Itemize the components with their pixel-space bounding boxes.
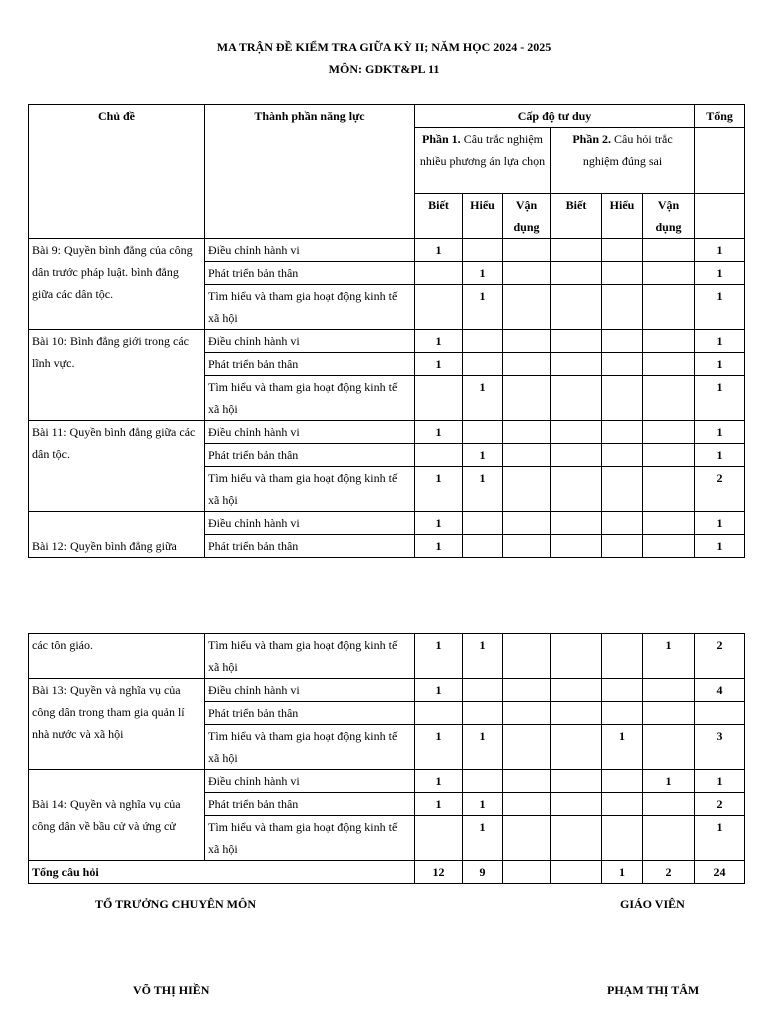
value-cell: [551, 421, 602, 444]
total-row-value: 24: [695, 861, 745, 884]
topic-bai-12-cont: các tôn giáo.: [29, 634, 205, 679]
value-cell: [643, 793, 695, 816]
header-total-blank: [695, 128, 745, 194]
value-cell: 1: [602, 725, 643, 770]
value-cell: [503, 770, 551, 793]
total-cell: 1: [695, 376, 745, 421]
value-cell: [551, 512, 602, 535]
value-cell: 1: [463, 793, 503, 816]
total-cell: 2: [695, 793, 745, 816]
value-cell: [503, 421, 551, 444]
header-competency: Thành phần năng lực: [205, 105, 415, 239]
value-cell: [503, 634, 551, 679]
competency-cell: Tìm hiểu và tham gia hoạt động kinh tế xã hội: [205, 285, 415, 330]
value-cell: [463, 770, 503, 793]
value-cell: 1: [463, 725, 503, 770]
competency-cell: Điều chỉnh hành vi: [205, 330, 415, 353]
value-cell: 1: [463, 816, 503, 861]
value-cell: [551, 467, 602, 512]
value-cell: 1: [463, 444, 503, 467]
topic-bai-13: Bài 13: Quyền và nghĩa vụ của công dân trong tham gia quản lí nhà nước và xã hội: [29, 679, 205, 770]
value-cell: [415, 376, 463, 421]
competency-cell: Tìm hiểu và tham gia hoạt động kinh tế xã hội: [205, 376, 415, 421]
value-cell: [463, 702, 503, 725]
value-cell: [602, 512, 643, 535]
value-cell: [643, 262, 695, 285]
competency-cell: Điều chỉnh hành vi: [205, 770, 415, 793]
competency-cell: Tìm hiểu và tham gia hoạt động kinh tế xã hội: [205, 634, 415, 679]
level-header: Hiểu: [602, 194, 643, 239]
value-cell: [415, 444, 463, 467]
value-cell: [551, 285, 602, 330]
value-cell: [463, 421, 503, 444]
topic-bai-11: Bài 11: Quyền bình đẳng giữa các dân tộc.: [29, 421, 205, 512]
signature-name-right: PHẠM THỊ TÂM: [607, 983, 700, 997]
value-cell: [602, 679, 643, 702]
total-cell: 1: [695, 535, 745, 558]
value-cell: [415, 262, 463, 285]
value-cell: [602, 376, 643, 421]
level-header: Biết: [551, 194, 602, 239]
value-cell: 1: [415, 793, 463, 816]
value-cell: [415, 816, 463, 861]
competency-cell: Phát triển bản thân: [205, 535, 415, 558]
value-cell: 1: [415, 353, 463, 376]
total-cell: 1: [695, 285, 745, 330]
total-cell: 1: [695, 444, 745, 467]
value-cell: 1: [463, 376, 503, 421]
competency-cell: Phát triển bản thân: [205, 444, 415, 467]
total-cell: 1: [695, 512, 745, 535]
part1-desc: Câu trắc nghiệm nhiều phương án lựa chọn: [419, 132, 546, 168]
value-cell: [463, 535, 503, 558]
value-cell: 1: [463, 467, 503, 512]
signature-name-left: VÕ THỊ HIỀN: [133, 983, 210, 997]
topic-bai-9: Bài 9: Quyền bình đẳng của công dân trước pháp luật. bình đẳng giữa các dân tộc.: [29, 239, 205, 330]
value-cell: [463, 512, 503, 535]
total-cell: 1: [695, 770, 745, 793]
value-cell: [551, 330, 602, 353]
value-cell: [602, 285, 643, 330]
value-cell: [503, 512, 551, 535]
value-cell: [643, 353, 695, 376]
competency-cell: Điều chỉnh hành vi: [205, 421, 415, 444]
value-cell: [503, 467, 551, 512]
value-cell: [503, 353, 551, 376]
value-cell: [643, 467, 695, 512]
value-cell: [551, 770, 602, 793]
total-cell: 1: [695, 262, 745, 285]
competency-cell: Phát triển bản thân: [205, 793, 415, 816]
value-cell: [643, 725, 695, 770]
value-cell: [503, 535, 551, 558]
value-cell: [551, 444, 602, 467]
value-cell: [503, 285, 551, 330]
value-cell: [503, 702, 551, 725]
value-cell: 1: [643, 770, 695, 793]
value-cell: [463, 679, 503, 702]
topic-bai-12: Bài 12: Quyền bình đẳng giữa: [29, 512, 205, 558]
part1-label: Phần 1.: [422, 132, 461, 146]
value-cell: [602, 421, 643, 444]
total-cell: 4: [695, 679, 745, 702]
value-cell: [551, 239, 602, 262]
value-cell: [602, 770, 643, 793]
total-cell: 2: [695, 634, 745, 679]
level-header-total-blank: [695, 194, 745, 239]
document-subject: MÔN: GDKT&PL 11: [328, 62, 440, 76]
value-cell: [602, 262, 643, 285]
total-row-value: 2: [643, 861, 695, 884]
total-row-label: Tổng câu hỏi: [29, 861, 415, 884]
competency-cell: Phát triển bản thân: [205, 262, 415, 285]
total-row-value: [503, 861, 551, 884]
signature-role-right: GIÁO VIÊN: [620, 897, 685, 911]
part2-label: Phần 2.: [572, 132, 612, 146]
value-cell: 1: [415, 679, 463, 702]
value-cell: [643, 679, 695, 702]
level-header: Vận dụng: [643, 194, 695, 239]
value-cell: [463, 330, 503, 353]
value-cell: [551, 353, 602, 376]
value-cell: [551, 702, 602, 725]
value-cell: 1: [415, 330, 463, 353]
value-cell: 1: [415, 512, 463, 535]
value-cell: [503, 679, 551, 702]
value-cell: [643, 330, 695, 353]
total-row-value: 1: [602, 861, 643, 884]
value-cell: 1: [415, 467, 463, 512]
header-thinking-level: Cấp độ tư duy: [415, 105, 695, 128]
value-cell: [602, 353, 643, 376]
value-cell: [602, 330, 643, 353]
value-cell: 1: [415, 634, 463, 679]
value-cell: [503, 376, 551, 421]
total-cell: 2: [695, 467, 745, 512]
signature-role-left: TỔ TRƯỞNG CHUYÊN MÔN: [95, 897, 257, 911]
value-cell: [602, 816, 643, 861]
competency-cell: Tìm hiểu và tham gia hoạt động kinh tế xã hội: [205, 816, 415, 861]
value-cell: [602, 239, 643, 262]
total-cell: 1: [695, 421, 745, 444]
value-cell: [551, 725, 602, 770]
value-cell: [643, 535, 695, 558]
total-row-value: 12: [415, 861, 463, 884]
value-cell: [503, 816, 551, 861]
level-header: Vận dụng: [503, 194, 551, 239]
value-cell: [643, 816, 695, 861]
competency-cell: Điều chỉnh hành vi: [205, 239, 415, 262]
value-cell: [551, 535, 602, 558]
total-cell: 1: [695, 239, 745, 262]
value-cell: [503, 793, 551, 816]
value-cell: 1: [463, 285, 503, 330]
value-cell: [415, 285, 463, 330]
competency-cell: Tìm hiểu và tham gia hoạt động kinh tế xã hội: [205, 467, 415, 512]
value-cell: 1: [463, 262, 503, 285]
header-part1: [415, 128, 551, 194]
value-cell: [602, 535, 643, 558]
value-cell: [503, 725, 551, 770]
value-cell: 1: [415, 725, 463, 770]
value-cell: [643, 702, 695, 725]
value-cell: 1: [463, 634, 503, 679]
document-title: MA TRẬN ĐỀ KIỂM TRA GIỮA KỲ II; NĂM HỌC 2024 - 2025: [216, 40, 552, 54]
topic-bai-10: Bài 10: Bình đẳng giới trong các lĩnh vực.: [29, 330, 205, 421]
value-cell: [643, 444, 695, 467]
level-header: Biết: [415, 194, 463, 239]
value-cell: [503, 330, 551, 353]
header-part2: [551, 128, 695, 194]
value-cell: [602, 467, 643, 512]
value-cell: [643, 512, 695, 535]
value-cell: [503, 444, 551, 467]
value-cell: 1: [643, 634, 695, 679]
value-cell: 1: [415, 421, 463, 444]
value-cell: [643, 285, 695, 330]
value-cell: [503, 262, 551, 285]
competency-cell: Điều chỉnh hành vi: [205, 512, 415, 535]
value-cell: [602, 444, 643, 467]
total-cell: 1: [695, 816, 745, 861]
value-cell: [602, 793, 643, 816]
value-cell: 1: [415, 239, 463, 262]
value-cell: [643, 376, 695, 421]
value-cell: [463, 353, 503, 376]
value-cell: [602, 702, 643, 725]
total-cell: 1: [695, 353, 745, 376]
total-cell: 3: [695, 725, 745, 770]
total-row-value: 9: [463, 861, 503, 884]
value-cell: [551, 816, 602, 861]
matrix-table-part2: [28, 633, 745, 884]
competency-cell: Điều chỉnh hành vi: [205, 679, 415, 702]
value-cell: [551, 262, 602, 285]
topic-bai-14: Bài 14: Quyền và nghĩa vụ của công dân về bầu cử và ứng cử: [29, 770, 205, 861]
value-cell: [551, 376, 602, 421]
value-cell: [463, 239, 503, 262]
value-cell: 1: [415, 535, 463, 558]
competency-cell: Phát triển bản thân: [205, 702, 415, 725]
competency-cell: Phát triển bản thân: [205, 353, 415, 376]
value-cell: [551, 634, 602, 679]
value-cell: [602, 634, 643, 679]
part2-desc: Câu hỏi trắc nghiệm đúng sai: [582, 132, 673, 168]
value-cell: 1: [415, 770, 463, 793]
total-cell: [695, 702, 745, 725]
header-total: Tổng: [695, 105, 745, 128]
total-cell: 1: [695, 330, 745, 353]
value-cell: [551, 793, 602, 816]
value-cell: [643, 239, 695, 262]
value-cell: [551, 679, 602, 702]
matrix-table-part1: [28, 104, 745, 558]
total-row-value: [551, 861, 602, 884]
value-cell: [643, 421, 695, 444]
header-topic: Chủ đề: [29, 105, 205, 239]
level-header: Hiểu: [463, 194, 503, 239]
value-cell: [415, 702, 463, 725]
competency-cell: Tìm hiểu và tham gia hoạt động kinh tế xã hội: [205, 725, 415, 770]
value-cell: [503, 239, 551, 262]
